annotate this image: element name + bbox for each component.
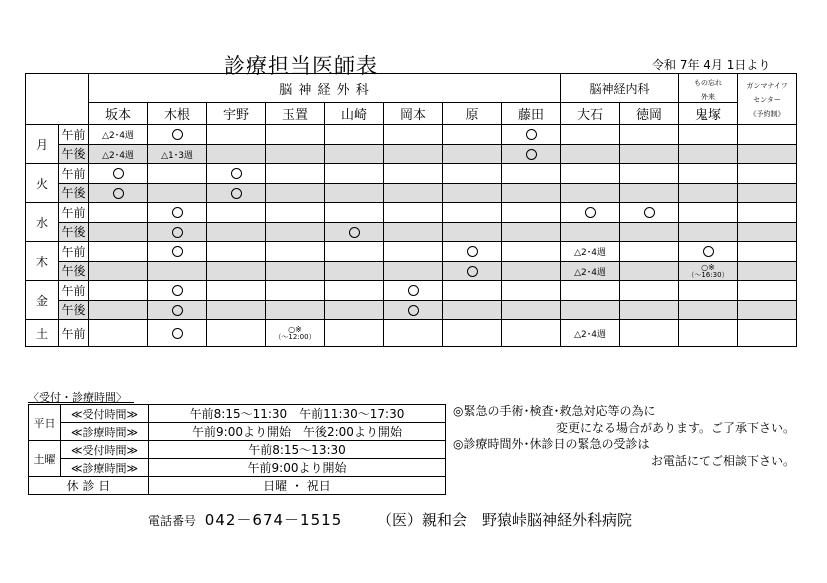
phone-number: 042－674－1515 xyxy=(204,511,343,529)
doctor-name: 木根 xyxy=(148,103,207,125)
dept-neurosurgery: 脳 神 経 外 科 xyxy=(89,74,561,103)
session-label: 午前 xyxy=(59,164,89,184)
day-label: 木 xyxy=(26,242,59,281)
dept-memory-line1: もの忘れ xyxy=(694,79,722,87)
day-label: 火 xyxy=(26,164,59,203)
hours-table xyxy=(28,404,446,495)
tel-label: 電話番号 xyxy=(148,514,197,528)
session-label: 午後 xyxy=(59,222,89,242)
schedule-mark: △2･4週 xyxy=(574,330,606,340)
hours-caption: 〈受付・診療時間〉 xyxy=(28,391,127,404)
session-label: 午後 xyxy=(59,261,89,281)
day-label: 土 xyxy=(26,320,59,347)
saturday-consult-hours: 午前9:00より開始 xyxy=(149,459,446,477)
circle-mark xyxy=(349,227,360,238)
circle-mark xyxy=(231,168,242,179)
schedule-mark: △1･3週 xyxy=(161,150,193,161)
time-limit-note: （～16:30） xyxy=(687,270,729,279)
schedule-mark: △2･4週 xyxy=(574,248,606,259)
dept-memory-line2: 外来 xyxy=(701,93,715,101)
time-limit-note: （～12:00） xyxy=(274,333,316,341)
notice-1a: ◎緊急の手術･検査･救急対応等の為に xyxy=(453,404,656,418)
doctor-name: 宇野 xyxy=(207,103,266,125)
footer xyxy=(148,509,632,530)
circle-mark xyxy=(172,207,183,218)
consult-label: ≪診療時間≫ xyxy=(61,423,149,441)
dept-gamma-knife xyxy=(738,74,797,125)
doctor-name: 山崎 xyxy=(325,103,384,125)
schedule-mark: △2･4週 xyxy=(102,150,134,161)
circle-mark xyxy=(703,246,714,257)
day-label: 金 xyxy=(26,281,59,320)
circle-mark xyxy=(585,207,596,218)
circle-mark xyxy=(113,188,124,199)
circle-mark xyxy=(408,305,419,316)
session-label: 午後 xyxy=(59,183,89,203)
closed-days: 日曜 ・ 祝日 xyxy=(149,477,446,495)
saturday-label: 土曜 xyxy=(29,441,61,477)
circle-note-mark: ○※ xyxy=(288,325,302,334)
doctor-name: 玉置 xyxy=(266,103,325,125)
caption-underline xyxy=(28,402,134,403)
circle-mark xyxy=(172,328,183,339)
circle-mark xyxy=(467,266,478,277)
day-label: 水 xyxy=(26,203,59,242)
consult-label: ≪診療時間≫ xyxy=(61,459,149,477)
reception-label: ≪受付時間≫ xyxy=(61,405,149,423)
session-label: 午後 xyxy=(59,144,89,164)
reception-label: ≪受付時間≫ xyxy=(61,441,149,459)
saturday-reception-hours: 午前8:15～13:30 xyxy=(149,441,446,459)
circle-mark xyxy=(172,285,183,296)
doctor-name: 岡本 xyxy=(384,103,443,125)
dept-gamma-line3: 《予約制》 xyxy=(749,110,785,118)
notice-2b: お電話にてご相談下さい。 xyxy=(650,453,795,468)
doctor-name: 坂本 xyxy=(89,103,148,125)
day-label: 月 xyxy=(26,125,59,164)
circle-mark xyxy=(172,129,183,140)
page-title: 診療担当医師表 xyxy=(224,54,378,78)
weekday-consult-hours: 午前9:00より開始 午後2:00より開始 xyxy=(149,423,446,441)
weekday-reception-hours: 午前8:15～11:30 午前11:30～17:30 xyxy=(149,405,446,423)
schedule-mark: △2･4週 xyxy=(102,131,134,142)
dept-memory-clinic xyxy=(679,74,738,103)
notices xyxy=(453,403,795,469)
session-label: 午前 xyxy=(59,281,89,301)
circle-mark xyxy=(172,305,183,316)
circle-note-mark: ○※ xyxy=(701,262,715,272)
session-label: 午後 xyxy=(59,300,89,320)
circle-mark xyxy=(526,149,537,160)
circle-mark xyxy=(231,188,242,199)
circle-mark xyxy=(526,129,537,140)
effective-date: 令和 7年 4月 1日より xyxy=(652,58,771,72)
corner-cell xyxy=(26,74,89,125)
doctor-name: 大石 xyxy=(561,103,620,125)
doctor-name: 藤田 xyxy=(502,103,561,125)
weekday-label: 平日 xyxy=(29,405,61,441)
session-label: 午前 xyxy=(59,242,89,262)
doctor-name: 原 xyxy=(443,103,502,125)
circle-mark xyxy=(113,168,124,179)
dept-gamma-line2: センター xyxy=(753,96,781,104)
notice-2a: ◎診療時間外･休診日の緊急の受診は xyxy=(453,437,650,451)
dept-gamma-line1: ガンマナイフ xyxy=(746,82,788,90)
circle-mark xyxy=(172,227,183,238)
doctor-name: 徳岡 xyxy=(620,103,679,125)
schedule-mark: △2･4週 xyxy=(574,267,606,278)
hospital-name: （医）親和会 野猿峠脳神経外科病院 xyxy=(377,511,633,529)
session-label: 午前 xyxy=(59,320,89,347)
circle-mark xyxy=(408,285,419,296)
circle-mark xyxy=(644,207,655,218)
notice-1b: 変更になる場合があります。ご了承下さい。 xyxy=(555,420,795,435)
doctor-name: 鬼塚 xyxy=(679,103,738,125)
circle-mark xyxy=(467,246,478,257)
dept-neurology: 脳神経内科 xyxy=(561,74,679,103)
closed-days-label: 休 診 日 xyxy=(29,477,149,495)
schedule-table xyxy=(25,73,797,347)
session-label: 午前 xyxy=(59,203,89,223)
session-label: 午前 xyxy=(59,125,89,145)
circle-mark xyxy=(172,246,183,257)
